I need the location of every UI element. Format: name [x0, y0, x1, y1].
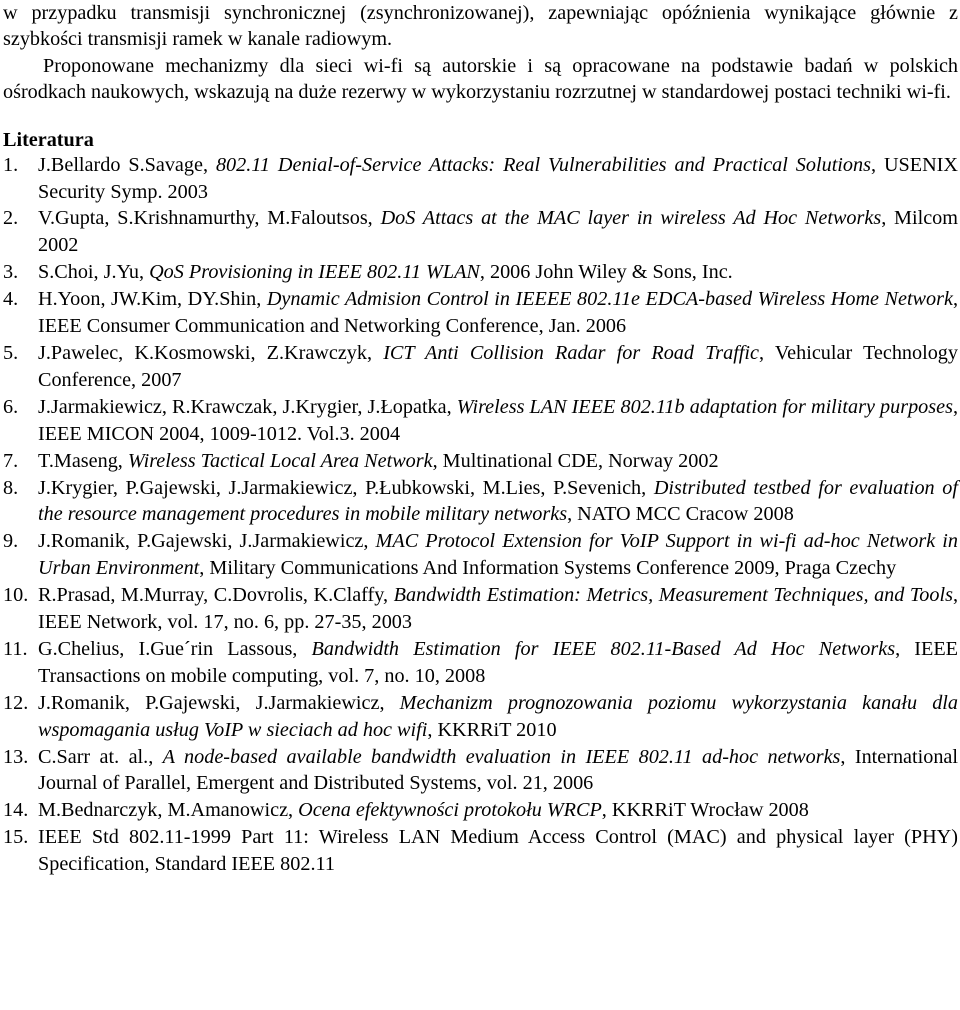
- reference-publication: , Vehicular Technology Conference, 2007: [38, 341, 958, 391]
- reference-authors: J.Bellardo S.Savage,: [38, 153, 216, 176]
- reference-title: QoS Provisioning in IEEE 802.11 WLAN: [149, 261, 480, 284]
- reference-number: 3.: [3, 261, 19, 284]
- reference-number: 10.: [3, 584, 29, 607]
- reference-item: [3, 286, 958, 340]
- reference-title: Bandwidth Estimation for IEEE 802.11-Based Ad Hoc Networks: [311, 637, 896, 660]
- reference-authors: R.Prasad, M.Murray, C.Dovrolis, K.Claffy,: [38, 584, 394, 607]
- reference-authors: J.Romanik, P.Gajewski, J.Jarmakiewicz,: [38, 691, 400, 714]
- reference-publication: , Multinational CDE, Norway 2002: [432, 449, 719, 472]
- body-paragraph: Proponowane mechanizmy dla sieci wi-fi są autorskie i są opracowane na podstawie badań w polskich ośrodkach naukowych, wskazują na duże rezerwy w wykorzystaniu rozrzutnej w standardowej postaci techniki wi-fi.: [3, 54, 958, 104]
- reference-publication: , IEEE Transactions on mobile computing, vol. 7, no. 10, 2008: [38, 637, 959, 687]
- reference-item: [3, 744, 958, 798]
- reference-item: [3, 475, 958, 529]
- reference-item: [3, 582, 958, 636]
- reference-number: 7.: [3, 449, 19, 472]
- reference-title: DoS Attacs at the MAC layer in wireless Ad Hoc Networks: [380, 207, 882, 230]
- reference-authors: C.Sarr at. al.,: [38, 745, 163, 768]
- reference-authors: T.Maseng,: [38, 449, 128, 472]
- reference-publication: , Military Communications And Information Systems Conference 2009, Praga Czechy: [199, 557, 897, 580]
- references-list: [3, 152, 958, 878]
- reference-item: [3, 152, 958, 206]
- reference-publication: , Milcom 2002: [38, 207, 958, 257]
- reference-number: 13.: [3, 745, 29, 768]
- reference-publication: , IEEE MICON 2004, 1009-1012. Vol.3. 2004: [38, 395, 958, 445]
- reference-item: [3, 528, 958, 582]
- reference-number: 6.: [3, 395, 19, 418]
- reference-title: MAC Protocol Extension for VoIP Support in wi-fi ad-hoc Network in Urban Environment: [38, 530, 958, 580]
- reference-title: 802.11 Denial-of-Service Attacks: Real Vulnerabilities and Practical Solutions: [215, 153, 871, 176]
- reference-number: 1.: [3, 153, 19, 176]
- reference-title: Ocena efektywności protokołu WRCP: [298, 799, 602, 822]
- reference-authors: J.Jarmakiewicz, R.Krawczak, J.Krygier, J.Łopatka,: [38, 395, 457, 418]
- reference-authors: IEEE Std 802.11-1999 Part 11: Wireless LAN Medium Access Control (MAC) and physical layer (PHY) Specification, Standard IEEE 802.11: [38, 826, 958, 876]
- reference-title: ICT Anti Collision Radar for Road Traffic: [383, 341, 759, 364]
- reference-title: Distributed testbed for evaluation of the resource management procedures in mobile military networks: [38, 476, 958, 526]
- reference-item: [3, 205, 958, 259]
- reference-publication: , KKRRiT Wrocław 2008: [601, 799, 809, 822]
- reference-publication: , IEEE Network, vol. 17, no. 6, pp. 27-35, 2003: [38, 584, 958, 634]
- reference-item: [3, 797, 958, 824]
- document-page: [3, 0, 958, 878]
- reference-number: 8.: [3, 476, 19, 499]
- reference-item: [3, 824, 958, 878]
- reference-item: [3, 340, 958, 394]
- reference-item: [3, 394, 958, 448]
- reference-title: Bandwidth Estimation: Metrics, Measurement Techniques, and Tools: [393, 584, 953, 607]
- reference-number: 14.: [3, 799, 29, 822]
- reference-number: 4.: [3, 288, 19, 311]
- reference-authors: H.Yoon, JW.Kim, DY.Shin,: [38, 288, 267, 311]
- reference-publication: , International Journal of Parallel, Emergent and Distributed Systems, vol. 21, 2006: [38, 745, 958, 795]
- reference-number: 5.: [3, 341, 19, 364]
- reference-authors: V.Gupta, S.Krishnamurthy, M.Faloutsos,: [38, 207, 381, 230]
- reference-title: Mechanizm prognozowania poziomu wykorzystania kanału dla wspomagania usług VoIP w sieciach ad hoc wifi: [38, 691, 959, 741]
- reference-publication: , IEEE Consumer Communication and Networking Conference, Jan. 2006: [38, 288, 958, 338]
- reference-title: Wireless Tactical Local Area Network: [127, 449, 433, 472]
- reference-title: Dynamic Admision Control in IEEEE 802.11e EDCA-based Wireless Home Network: [266, 288, 953, 311]
- reference-item: [3, 448, 958, 475]
- reference-authors: M.Bednarczyk, M.Amanowicz,: [38, 799, 299, 822]
- reference-publication: , NATO MCC Cracow 2008: [567, 503, 794, 526]
- reference-number: 12.: [3, 691, 29, 714]
- reference-publication: , 2006 John Wiley & Sons, Inc.: [479, 261, 733, 284]
- reference-item: [3, 636, 958, 690]
- reference-number: 2.: [3, 207, 19, 230]
- reference-publication: , KKRRiT 2010: [427, 718, 557, 741]
- reference-item: [3, 690, 958, 744]
- reference-publication: , USENIX Security Symp. 2003: [38, 153, 958, 203]
- reference-item: [3, 259, 958, 286]
- reference-number: 15.: [3, 826, 29, 849]
- reference-authors: J.Krygier, P.Gajewski, J.Jarmakiewicz, P.Łubkowski, M.Lies, P.Sevenich,: [38, 476, 654, 499]
- reference-title: A node-based available bandwidth evaluation in IEEE 802.11 ad-hoc networks: [162, 745, 841, 768]
- reference-authors: G.Chelius, I.Gue´rin Lassous,: [38, 637, 312, 660]
- reference-authors: J.Pawelec, K.Kosmowski, Z.Krawczyk,: [38, 341, 384, 364]
- reference-number: 9.: [3, 530, 19, 553]
- references-heading: Literatura: [3, 128, 94, 151]
- reference-authors: J.Romanik, P.Gajewski, J.Jarmakiewicz,: [38, 530, 376, 553]
- body-paragraph-continuation: w przypadku transmisji synchronicznej (zsynchronizowanej), zapewniając opóźnienia wynikające głównie z szybkości transmisji ramek w kanale radiowym.: [3, 2, 958, 51]
- reference-number: 11.: [3, 637, 28, 660]
- reference-title: Wireless LAN IEEE 802.11b adaptation for military purposes: [456, 395, 953, 418]
- reference-authors: S.Choi, J.Yu,: [38, 261, 150, 284]
